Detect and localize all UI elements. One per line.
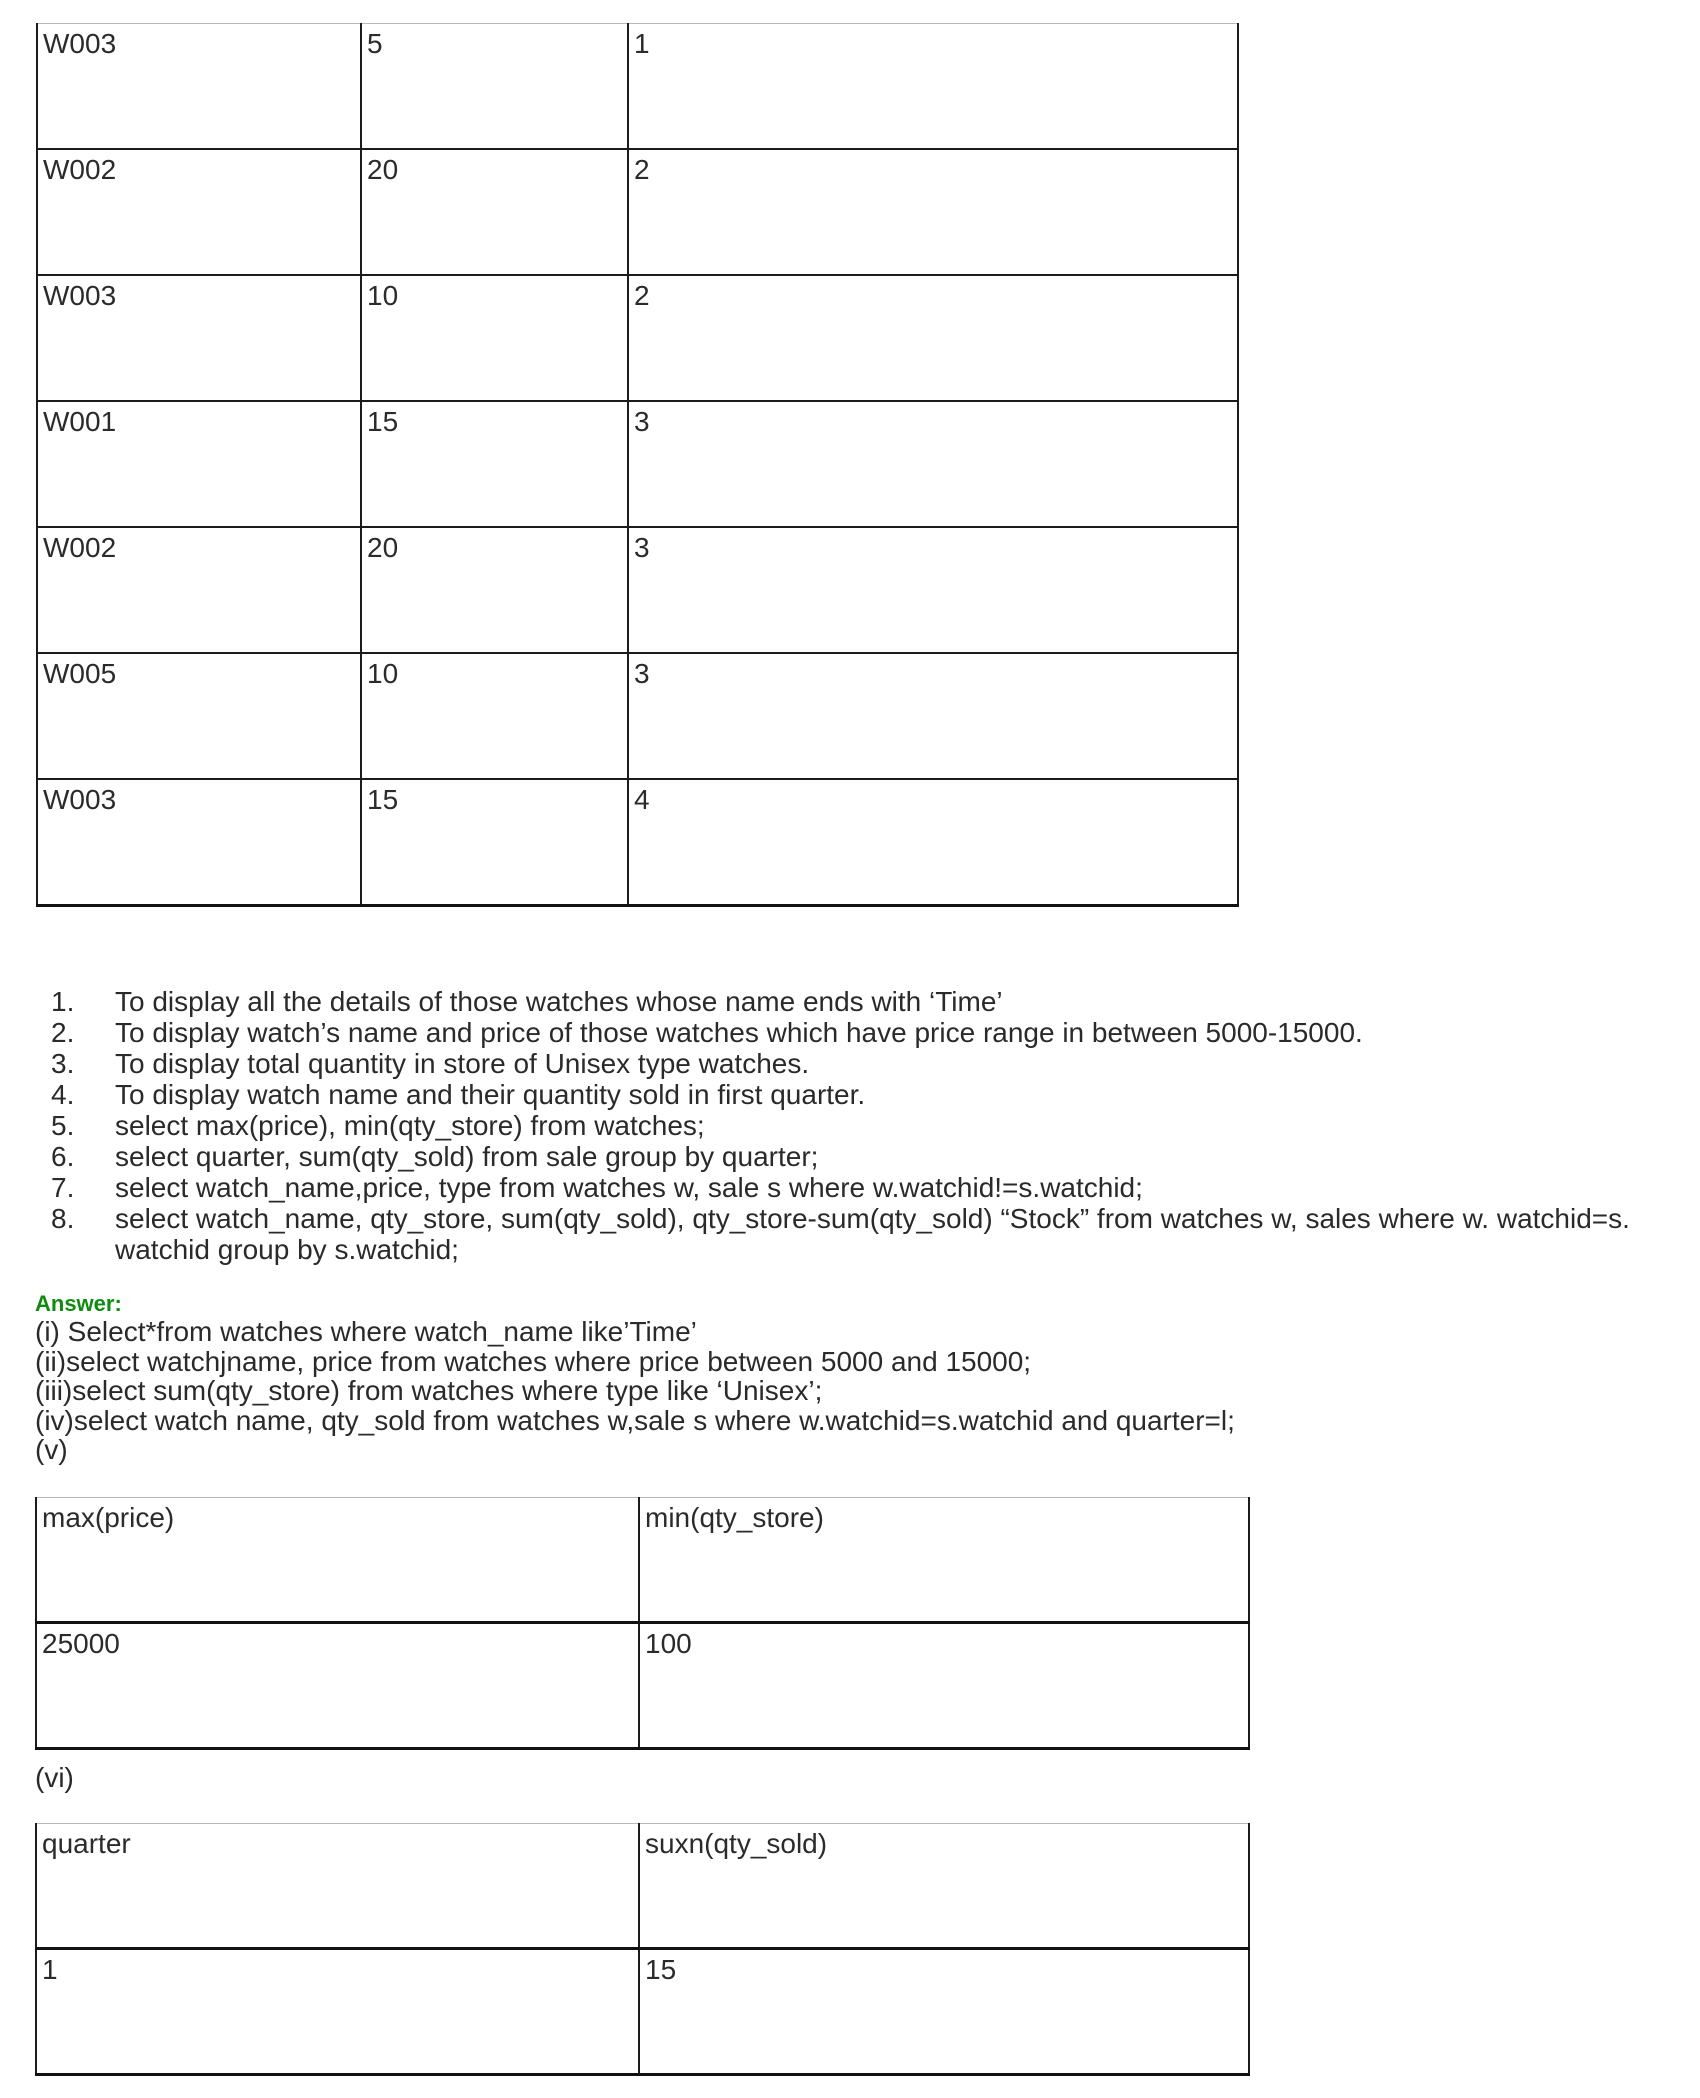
answer-line-v-label: (v) xyxy=(35,1434,68,1465)
question-text: To display watch’s name and price of those watches which have price range in between 5000-15000. xyxy=(115,1017,1363,1048)
sale-table-row xyxy=(37,779,1238,906)
question-number: 7. xyxy=(51,1172,75,1203)
result-vi-header-quarter: quarter xyxy=(36,1824,639,1949)
sale-cell-watchid: W005 xyxy=(37,653,361,779)
sale-table-row xyxy=(37,275,1238,401)
result-vi-header-row xyxy=(36,1824,1249,1949)
result-vi-cell-quarter: 1 xyxy=(36,1949,639,2075)
sale-cell-quarter: 1 xyxy=(628,24,1238,150)
question-text: select max(price), min(qty_store) from watches; xyxy=(115,1110,705,1141)
question-text: select watch_name, qty_store, sum(qty_sold), qty_store-sum(qty_sold) “Stock” from watches w, sales where w. watchid=s. watchid group by s.watchid; xyxy=(115,1203,1630,1265)
sale-table-row xyxy=(37,653,1238,779)
result-v-header-row xyxy=(36,1498,1249,1623)
sale-cell-watchid: W001 xyxy=(37,401,361,527)
sale-cell-watchid: W002 xyxy=(37,527,361,653)
question-text: To display all the details of those watches whose name ends with ‘Time’ xyxy=(115,986,1003,1017)
sale-cell-quarter: 3 xyxy=(628,401,1238,527)
sale-table-row xyxy=(37,401,1238,527)
result-v-header-max-price: max(price) xyxy=(36,1498,639,1623)
answer-line-iii: (iii)select sum(qty_store) from watches where type like ‘Unisex’; xyxy=(35,1375,823,1406)
result-vi-value-row xyxy=(36,1949,1249,2075)
question-number: 4. xyxy=(51,1079,75,1110)
result-v-header-min-qty-store: min(qty_store) xyxy=(639,1498,1249,1623)
answer-line-i: (i) Select*from watches where watch_name like’Time’ xyxy=(35,1316,697,1347)
sale-cell-qty-sold: 15 xyxy=(361,779,628,906)
sale-cell-watchid: W003 xyxy=(37,779,361,906)
questions-list xyxy=(35,986,1635,1265)
sale-cell-quarter: 3 xyxy=(628,653,1238,779)
question-text: select quarter, sum(qty_sold) from sale group by quarter; xyxy=(115,1141,819,1172)
sale-cell-qty-sold: 20 xyxy=(361,149,628,275)
result-v-value-row xyxy=(36,1623,1249,1749)
sale-cell-qty-sold: 10 xyxy=(361,653,628,779)
result-v-cell-min-qty-store: 100 xyxy=(639,1623,1249,1749)
label-vi: (vi) xyxy=(35,1762,74,1793)
question-number: 8. xyxy=(51,1203,75,1234)
sale-cell-watchid: W003 xyxy=(37,275,361,401)
result-vi-cell-sum-qty-sold: 15 xyxy=(639,1949,1249,2075)
answer-line-ii: (ii)select watchjname, price from watches where price between 5000 and 15000; xyxy=(35,1345,1032,1377)
question-number: 1. xyxy=(51,986,75,1017)
sale-table xyxy=(36,23,1239,907)
question-item xyxy=(35,1079,1635,1110)
question-item xyxy=(35,1141,1635,1172)
result-table-vi xyxy=(35,1823,1250,2076)
result-table-v xyxy=(35,1497,1250,1750)
sale-table-row xyxy=(37,24,1238,150)
question-number: 6. xyxy=(51,1141,75,1172)
question-number: 2. xyxy=(51,1017,75,1048)
sale-cell-quarter: 3 xyxy=(628,527,1238,653)
answer-line-iv: (iv)select watch name, qty_sold from watches w,sale s where w.watchid=s.watchid and quarter=l; xyxy=(35,1404,1235,1436)
answer-section xyxy=(35,1290,1655,1465)
sale-cell-quarter: 4 xyxy=(628,779,1238,906)
question-text: select watch_name,price, type from watches w, sale s where w.watchid!=s.watchid; xyxy=(115,1172,1143,1203)
sale-cell-quarter: 2 xyxy=(628,275,1238,401)
question-item xyxy=(35,1172,1635,1203)
result-v-cell-max-price: 25000 xyxy=(36,1623,639,1749)
sale-cell-qty-sold: 20 xyxy=(361,527,628,653)
sale-cell-qty-sold: 5 xyxy=(361,24,628,150)
sale-table-row xyxy=(37,527,1238,653)
answer-heading: Answer: xyxy=(35,1291,122,1316)
sale-cell-watchid: W003 xyxy=(37,24,361,150)
question-number: 5. xyxy=(51,1110,75,1141)
question-item xyxy=(35,1203,1635,1265)
question-number: 3. xyxy=(51,1048,75,1079)
sale-cell-quarter: 2 xyxy=(628,149,1238,275)
sale-cell-qty-sold: 15 xyxy=(361,401,628,527)
question-item xyxy=(35,986,1635,1017)
sale-table-row xyxy=(37,149,1238,275)
question-item xyxy=(35,1110,1635,1141)
sale-cell-watchid: W002 xyxy=(37,149,361,275)
question-item xyxy=(35,1017,1635,1048)
result-vi-header-sum-qty-sold: suxn(qty_sold) xyxy=(639,1824,1249,1949)
question-text: To display watch name and their quantity sold in first quarter. xyxy=(115,1079,866,1110)
sale-cell-qty-sold: 10 xyxy=(361,275,628,401)
question-item xyxy=(35,1048,1635,1079)
question-text: To display total quantity in store of Unisex type watches. xyxy=(115,1048,810,1079)
